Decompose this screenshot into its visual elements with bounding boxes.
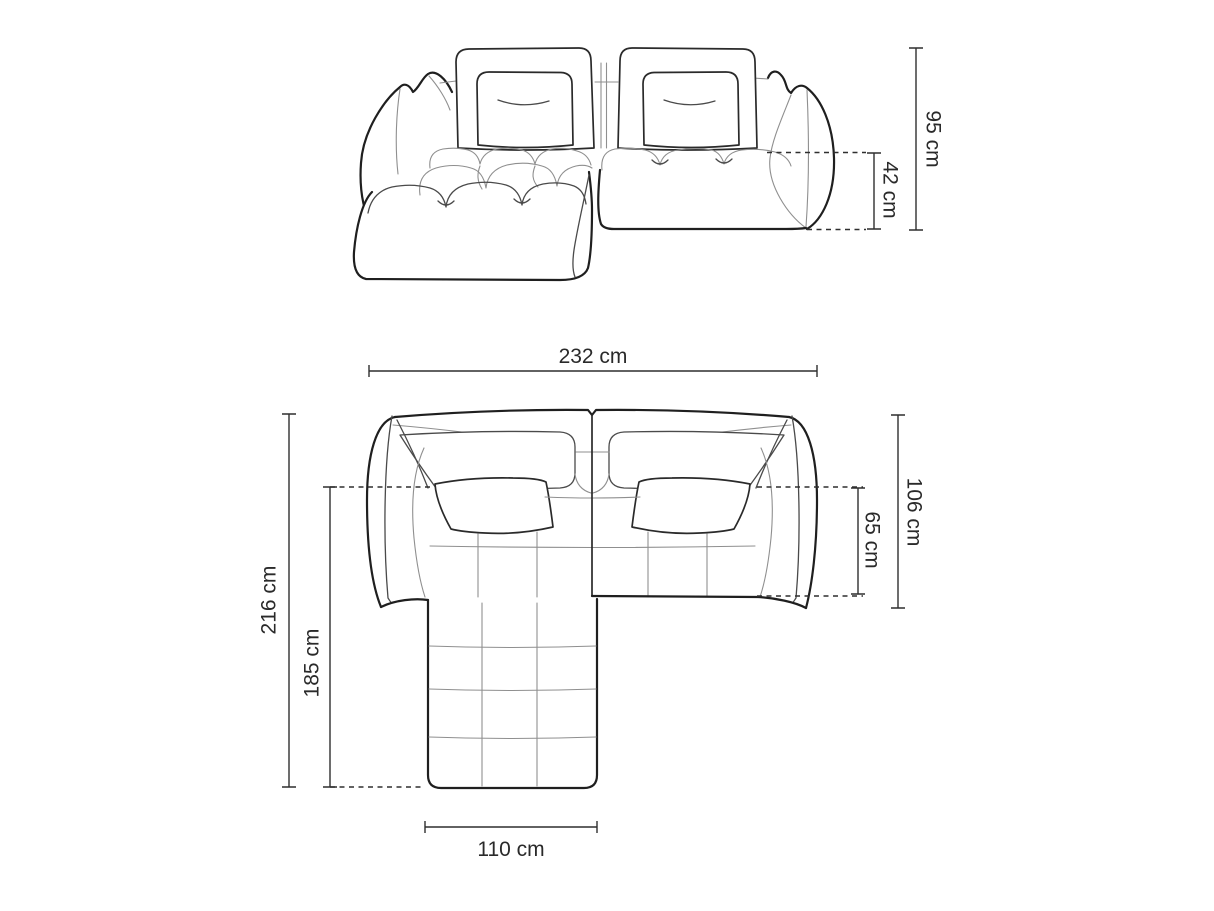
top-right-arm-inner (792, 416, 799, 603)
top-bottom-edge-left (381, 599, 428, 607)
dimension-seat-depth-label: 65 cm (860, 511, 884, 569)
dimension-seat-height-label: 42 cm (878, 161, 902, 219)
top-chaise-fill (428, 599, 597, 788)
front-pillow-left (477, 72, 573, 148)
top-view (257, 345, 925, 861)
dimension-chaise-depth (300, 487, 337, 787)
dimension-overall-height-line (909, 48, 923, 230)
dimension-seat-height (867, 153, 902, 229)
top-right-arm-outline (789, 417, 817, 608)
front-view (354, 48, 945, 280)
top-pillow-left (435, 478, 553, 534)
dimension-chaise-depth-label: 185 cm (300, 628, 324, 698)
front-right-arm-outline (768, 72, 834, 229)
top-bottom-edge-right (592, 596, 806, 608)
top-left-arm-inner (385, 416, 392, 603)
dimension-chaise-width (425, 821, 597, 861)
dimension-overall-depth-line (282, 414, 296, 787)
top-pillow-right (632, 478, 750, 534)
dimension-overall-depth (257, 414, 296, 787)
top-left-arm-outline (367, 417, 395, 607)
dimension-body-depth-label: 106 cm (902, 477, 926, 547)
dimension-chaise-depth-line (323, 487, 337, 787)
dimension-overall-width-label: 232 cm (558, 345, 628, 368)
dimension-overall-depth-label: 216 cm (257, 565, 281, 635)
front-center-seam (595, 63, 618, 148)
front-left-arm-creases (396, 76, 456, 174)
dimension-chaise-width-line (425, 821, 597, 833)
dimension-chaise-width-label: 110 cm (477, 838, 545, 861)
tuft-dimples-right (652, 159, 732, 164)
front-pillow-right (643, 72, 739, 148)
dimension-body-depth (891, 415, 926, 608)
dimension-overall-height (909, 48, 945, 230)
dimension-overall-width (369, 345, 817, 377)
front-right-base (598, 170, 806, 229)
tuft-row-right (602, 148, 791, 170)
dimension-seat-depth (851, 488, 884, 594)
dimension-overall-height-label: 95 cm (921, 110, 945, 168)
